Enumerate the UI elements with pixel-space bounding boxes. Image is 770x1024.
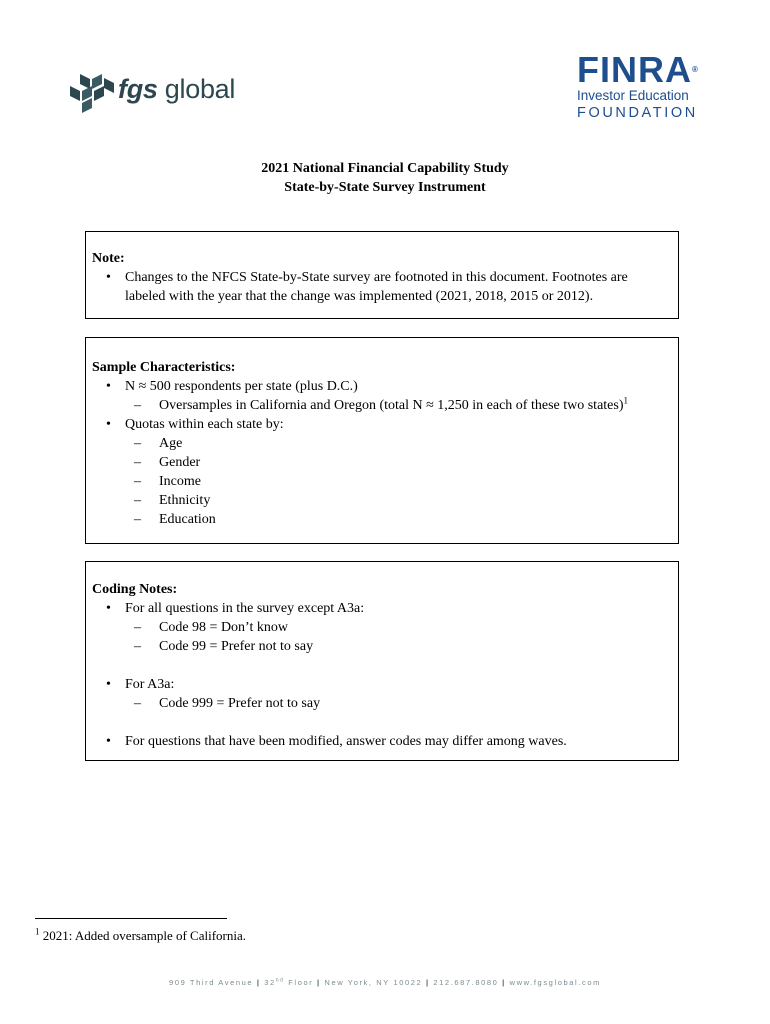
note-box [85,231,679,319]
document-title: 2021 National Financial Capability Study [261,161,509,176]
finra-foundation-logo [577,49,702,122]
coding-bullet-a3a: • For A3a: [92,675,670,694]
fgs-global-logo [70,72,240,116]
note-heading: Note: [92,251,125,266]
sample-subitem-oversamples: – Oversamples in California and Oregon (total N ≈ 1,250 in each of these two states)$^1$ [92,396,670,415]
footer-website-link[interactable]: www.fgsglobal.com [509,978,601,987]
quota-item-age: – Age [92,434,670,453]
coding-code-99: – Code 99 = Prefer not to say [92,637,670,656]
coding-code-999: – Code 999 = Prefer not to say [92,694,670,713]
footer-city: New York, NY 10022 [324,978,423,987]
page-footer: 909 Third Avenue | 32nd Floor | New York, NY 10022 | 212.687.8080 | www.fgsglobal.com [169,977,601,987]
sample-bullet-quotas: • Quotas within each state by: [92,415,670,434]
coding-bullet-modified: • For questions that have been modified, answer codes may differ among waves. [92,732,670,751]
sample-heading: Sample Characteristics: [92,360,236,375]
footnote-ref[interactable]: 1 [623,395,629,406]
coding-heading: Coding Notes: [92,582,178,597]
footnote-number: 1 [35,926,40,937]
quota-item-gender: – Gender [92,453,670,472]
quota-item-ethnicity: – Ethnicity [92,491,670,510]
coding-notes-box [85,561,679,761]
sample-characteristics-box [85,337,679,544]
coding-bullet-all-questions: • For all questions in the survey except A3a: [92,599,670,618]
footnote-divider [35,918,227,919]
finra-subtitle-line2: FOUNDATION [577,105,698,121]
footer-floor: 32nd Floor [264,977,314,987]
fgs-mark-icon [70,72,116,114]
footer-address: 909 Third Avenue [169,978,254,987]
quota-item-education: – Education [92,510,670,529]
sample-bullet-respondents: • N ≈ 500 respondents per state (plus D.C.) [92,377,670,396]
finra-subtitle-line1: Investor Education [577,88,689,103]
footnote: $^1$ 2021: Added oversample of California. [35,926,247,943]
document-subtitle: State-by-State Survey Instrument [284,180,486,195]
quota-item-income: – Income [92,472,670,491]
coding-code-98: – Code 98 = Don’t know [92,618,670,637]
finra-wordmark: FINRA® [577,49,699,90]
footer-phone: 212.687.8080 [433,978,499,987]
note-bullet: • Changes to the NFCS State-by-State survey are footnoted in this document. Footnotes are labeled with the year that the change was implemented (2021, 2018, 2015 or 2012). [92,268,670,306]
fgs-global-wordmark: fgs global [118,74,236,104]
